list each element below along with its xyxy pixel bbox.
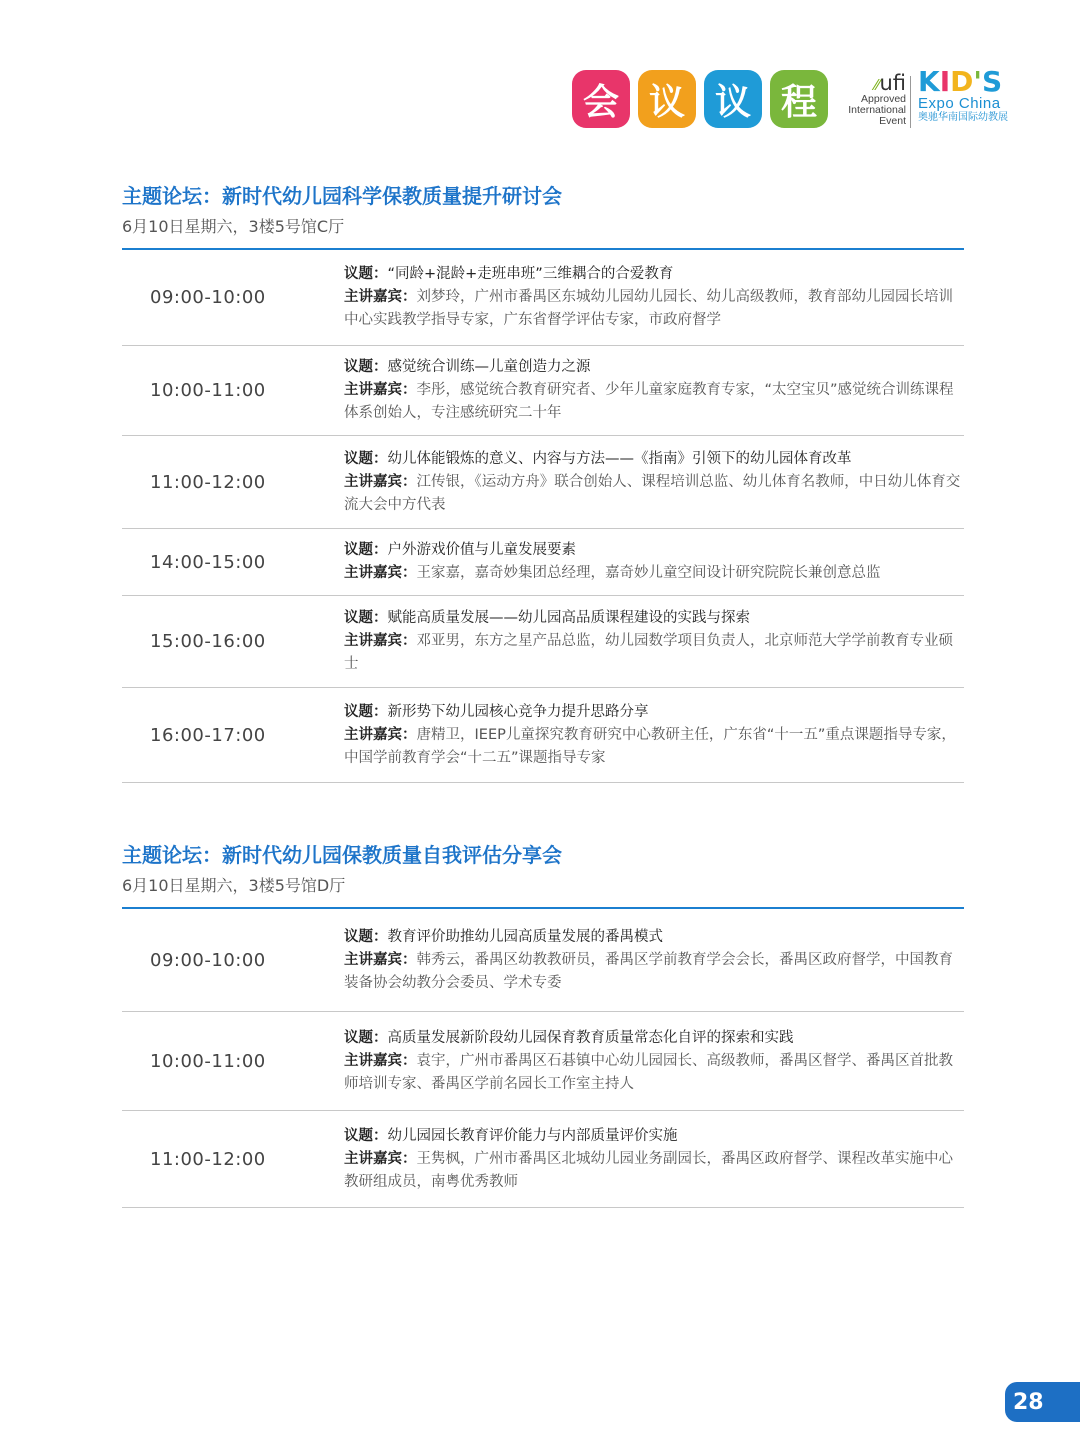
speaker-text: 邓亚男，东方之星产品总监，幼儿园数学项目负责人，北京师范大学学前教育专业硕士 <box>344 633 953 672</box>
ufi-swoosh-icon: ⁄⁄ <box>874 76 880 94</box>
section-subtitle: 6月10日星期六，3楼5号馆D厅 <box>122 876 346 895</box>
forum-section-2 <box>122 840 964 1208</box>
section-title: 主题论坛：新时代幼儿园保教质量自我评估分享会 <box>122 843 562 867</box>
speaker-label: 主讲嘉宾： <box>344 565 417 581</box>
ufi-line-2: International <box>848 104 906 117</box>
time-slot: 09:00-10:00 <box>150 287 266 308</box>
topic-label: 议题： <box>344 703 388 720</box>
speaker-label: 主讲嘉宾： <box>344 473 417 490</box>
topic-text: 赋能高质量发展——幼儿园高品质课程建设的实践与探索 <box>387 610 750 626</box>
title-tile-4: 程 <box>770 70 828 128</box>
agenda-title <box>572 70 828 128</box>
topic-text: 幼儿体能锻炼的意义、内容与方法——《指南》引领下的幼儿园体育改革 <box>387 450 852 467</box>
time-slot: 09:00-10:00 <box>150 949 266 971</box>
kids-cn-text: 奥驰华南国际幼教展 <box>918 112 1008 123</box>
time-slot: 10:00-11:00 <box>150 1050 266 1072</box>
schedule-row <box>122 596 964 688</box>
title-tile-3: 议 <box>704 70 762 128</box>
schedule-row <box>122 909 964 1012</box>
topic-label: 议题： <box>344 610 388 626</box>
schedule-row <box>122 346 964 436</box>
forum-section-1 <box>122 181 964 783</box>
topic-text: 新形势下幼儿园核心竞争力提升思路分享 <box>387 703 649 720</box>
topic-label: 议题： <box>344 1127 388 1144</box>
topic-text: 户外游戏价值与儿童发展要素 <box>387 542 576 558</box>
topic-text: “同龄+混龄+走班串班”三维耦合的合爱教育 <box>387 266 674 282</box>
schedule-row <box>122 688 964 783</box>
speaker-label: 主讲嘉宾： <box>344 951 417 968</box>
topic-text: 教育评价助推幼儿园高质量发展的番禺模式 <box>387 928 663 945</box>
speaker-text: 江传银，《运动方舟》联合创始人、课程培训总监、幼儿体育名教师，中日幼儿体育交流大会中方代表 <box>344 473 961 513</box>
time-slot: 10:00-11:00 <box>150 380 266 401</box>
speaker-text: 李彤，感觉统合教育研究者、少年儿童家庭教育专家，“太空宝贝”感觉统合训练课程体系创始人，专注感统研究二十年 <box>344 382 954 421</box>
ufi-mark-text: ufi <box>879 71 906 95</box>
topic-label: 议题： <box>344 542 388 558</box>
time-slot: 15:00-16:00 <box>150 631 266 652</box>
topic-label: 议题： <box>344 928 388 945</box>
speaker-text: 韩秀云，番禺区幼教教研员，番禺区学前教育学会会长，番禺区政府督学，中国教育装备协会幼教分会委员、学术专委 <box>344 951 953 991</box>
ufi-logo <box>836 72 906 127</box>
speaker-text: 唐精卫，IEEP儿童探究教育研究中心教研主任，广东省“十一五”重点课题指导专家，中国学前教育学会“十二五”课题指导专家 <box>344 726 956 766</box>
kids-expo-text: Expo China <box>918 95 1001 112</box>
speaker-text: 刘梦玲，广州市番禺区东城幼儿园幼儿园长、幼儿高级教师，教育部幼儿园园长培训中心实践教学指导专家，广东省督学评估专家，市政府督学 <box>344 289 953 328</box>
speaker-label: 主讲嘉宾： <box>344 289 417 305</box>
time-slot: 16:00-17:00 <box>150 724 266 746</box>
topic-text: 高质量发展新阶段幼儿园保育教育质量常态化自评的探索和实践 <box>387 1029 794 1046</box>
time-slot: 14:00-15:00 <box>150 551 266 573</box>
ufi-line-1: Approved <box>861 93 906 106</box>
kids-expo-logo <box>918 65 1008 123</box>
speaker-label: 主讲嘉宾： <box>344 1052 417 1069</box>
topic-text: 感觉统合训练—儿童创造力之源 <box>387 359 591 375</box>
speaker-label: 主讲嘉宾： <box>344 382 417 398</box>
topic-label: 议题： <box>344 1029 388 1046</box>
speaker-label: 主讲嘉宾： <box>344 726 417 743</box>
schedule-row <box>122 1111 964 1208</box>
speaker-text: 王隽枫，广州市番禺区北城幼儿园业务副园长，番禺区政府督学、课程改革实施中心教研组成员，南粤优秀教师 <box>344 1150 953 1190</box>
topic-label: 议题： <box>344 359 388 375</box>
logo-divider <box>910 76 911 128</box>
speaker-text: 王家嘉，嘉奇妙集团总经理，嘉奇妙儿童空间设计研究院院长兼创意总监 <box>416 565 881 581</box>
time-slot: 11:00-12:00 <box>150 471 266 493</box>
topic-text: 幼儿园园长教育评价能力与内部质量评价实施 <box>387 1127 678 1144</box>
schedule-row <box>122 436 964 529</box>
section-title: 主题论坛：新时代幼儿园科学保教质量提升研讨会 <box>122 184 562 208</box>
schedule-row <box>122 1012 964 1111</box>
page-number: 28 <box>1005 1382 1080 1422</box>
speaker-label: 主讲嘉宾： <box>344 633 417 649</box>
title-tile-1: 会 <box>572 70 630 128</box>
schedule-row <box>122 250 964 346</box>
topic-label: 议题： <box>344 450 388 467</box>
topic-label: 议题： <box>344 266 388 282</box>
speaker-label: 主讲嘉宾： <box>344 1150 417 1167</box>
title-tile-2: 议 <box>638 70 696 128</box>
speaker-text: 袁宇，广州市番禺区石碁镇中心幼儿园园长、高级教师，番禺区督学、番禺区首批教师培训专家、番禺区学前名园长工作室主持人 <box>344 1052 953 1092</box>
kids-wordmark: KID'S <box>918 65 1003 98</box>
time-slot: 11:00-12:00 <box>150 1148 266 1170</box>
section-subtitle: 6月10日星期六，3楼5号馆C厅 <box>122 217 345 236</box>
schedule-row <box>122 529 964 596</box>
ufi-line-3: Event <box>879 115 906 128</box>
